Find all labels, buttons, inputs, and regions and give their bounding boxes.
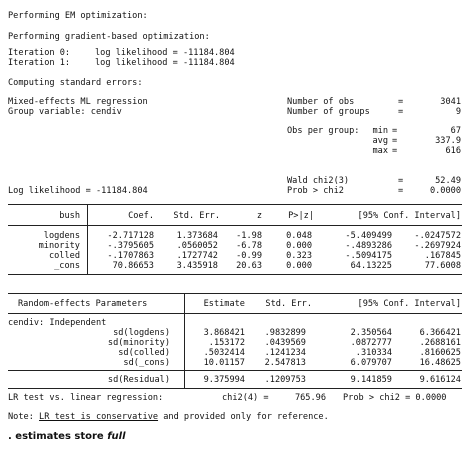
stata-results-window: Performing EM optimization: Performing gradient-based optimization: Iteration 0: log likelihood = -11184.804 Iteration 1: log likelihood = -11184.804 Computing standard errors: Mixed-effects ML regression Group variable: cendiv Number of obs = 3041 Number of groups = 9 Obs per group: min = 67 avg = 337.9 max = 616 Wald chi2(3) = 52.49 Log likelihood = -11184.804 Prob > chi2 = 0.0000 bush Coef. Std. Err. z P>|z| [95% Conf. Interval] logdens -2.717128 1.373684 -1.98 0.048 -5.409499 -.0247572 minority -.3795605 .0560052 -6.78 0.000 -.4893286 -.2697924 colled -.1707863 .1727742 -0.99 0.323 -.5094175 .167845 _cons 70.86653 3.435918 20.63 0.000 64.13225 77.6008 Random-effects Parameters Estimate Std. Err. [95% Conf. Interval] cendiv: Independent sd(logdens) 3.868421 .9832899 2.350564 6.366421 sd(minority) .153172 .0439569 .0872777 .2688161 sd(colled) .5032414 .1241234 .310334 .8160625 sd(_cons) 10.01157 2.547813 6.079707 16.48625 sd(Residual) 9.375994 .1209753 9.141859 9.616124 LR test vs. linear regression: chi2(4) = 765.96 Prob > chi2 = 0.0000 Note: LR test is conservative and provided only for reference. . estimates store full (8, 11, 461, 442)
lr-chi2-label: chi2(4) = (222, 393, 269, 403)
em-optimization-line: Performing EM optimization: (8, 11, 148, 21)
random-residual-rule (8, 370, 462, 371)
obs-min-label: min (372, 126, 388, 136)
lr-test-label: LR test vs. linear regression: (8, 393, 164, 403)
random-table-header-rule (8, 313, 462, 314)
wald-label: Wald chi2(3) (287, 176, 350, 186)
prob-chi2-label: Prob > chi2 (287, 186, 344, 196)
obs-per-group-label: Obs per group: (287, 126, 360, 136)
obs-max-value: 616 (445, 146, 461, 156)
iteration-0-text: log likelihood = -11184.804 (95, 48, 235, 58)
fixed-col-p: P>|z| (288, 211, 314, 221)
standard-errors-line: Computing standard errors: (8, 78, 143, 88)
obs-avg-value: 337.9 (435, 136, 461, 146)
lr-conservative-link[interactable]: LR test is conservative (39, 412, 159, 422)
wald-value: 52.49 (435, 176, 461, 186)
random-group-line: cendiv: Independent (8, 318, 107, 328)
lr-chi2-value: 765.96 (294, 393, 326, 403)
fixed-depvar: bush (59, 211, 80, 221)
prob-chi2-eq: = (398, 186, 404, 196)
num-groups-label: Number of groups (287, 107, 370, 117)
num-obs-value: 3041 (440, 97, 461, 107)
random-col-ci: [95% Conf. Interval] (357, 299, 461, 309)
fixed-table-top-rule (8, 204, 462, 205)
fixed-table-divider (87, 204, 88, 274)
random-table-bottom-rule (8, 388, 462, 389)
num-obs-eq: = (398, 97, 404, 107)
gradient-optimization-line: Performing gradient-based optimization: (8, 32, 210, 42)
num-groups-value: 9 (455, 107, 461, 117)
random-table-top-rule (8, 293, 462, 294)
log-likelihood: Log likelihood = -11184.804 (8, 186, 148, 196)
model-title: Mixed-effects ML regression (8, 97, 148, 107)
num-groups-eq: = (398, 107, 404, 117)
fixed-table-header-rule (8, 225, 462, 226)
obs-max-label: max (372, 146, 388, 156)
wald-eq: = (398, 176, 404, 186)
iteration-1-text: log likelihood = -11184.804 (95, 58, 235, 68)
fixed-col-z: z (256, 211, 262, 221)
random-effects-header: Random-effects Parameters (18, 299, 148, 309)
command-argument: full (107, 431, 126, 442)
fixed-table-bottom-rule (8, 274, 462, 275)
fixed-col-ci: [95% Conf. Interval] (357, 211, 461, 221)
fixed-col-se: Std. Err. (173, 211, 220, 221)
random-table-divider (184, 293, 185, 388)
group-variable: Group variable: cendiv (8, 107, 122, 117)
num-obs-label: Number of obs (287, 97, 355, 107)
note-line: Note: LR test is conservative and provided only for reference. (8, 412, 329, 422)
fixed-col-coef: Coef. (128, 211, 154, 221)
command-prompt: . estimates store (8, 431, 108, 442)
prob-chi2-value: 0.0000 (429, 186, 461, 196)
lr-prob-chi2: Prob > chi2 = 0.0000 (343, 393, 447, 403)
obs-min-value: 67 (450, 126, 461, 136)
random-col-estimate: Estimate (203, 299, 245, 309)
obs-avg-label: avg (372, 136, 388, 146)
iteration-1-label: Iteration 1: (8, 58, 71, 68)
command-line (8, 431, 126, 443)
iteration-0-label: Iteration 0: (8, 48, 71, 58)
random-col-se: Std. Err. (265, 299, 312, 309)
